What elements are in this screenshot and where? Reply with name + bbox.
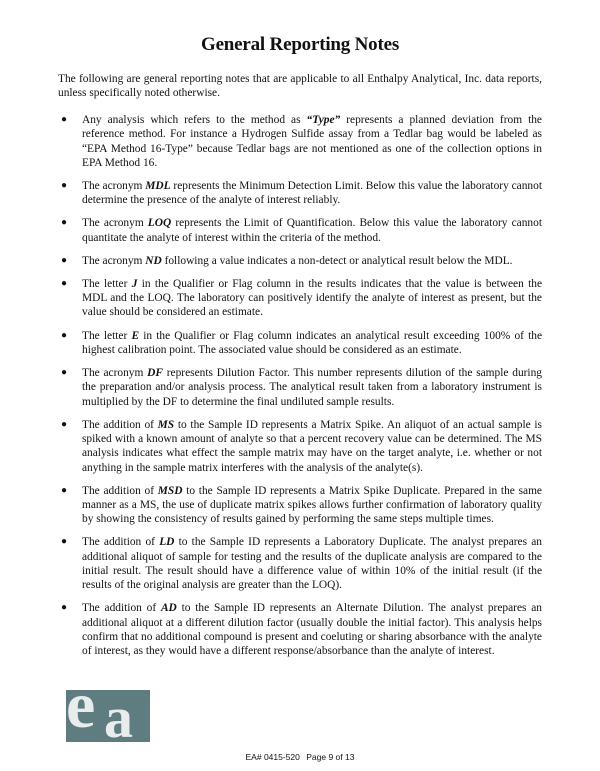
note-text: The acronym — [82, 179, 146, 192]
note-text: The acronym — [82, 366, 148, 379]
note-term: MDL — [145, 179, 171, 192]
notes-list — [58, 113, 542, 667]
note-text: The acronym — [82, 217, 148, 230]
note-term: AD — [160, 602, 177, 615]
bullet-icon: ● — [61, 179, 68, 191]
bullet-icon: ● — [61, 536, 68, 548]
bullet-icon: ● — [61, 277, 68, 289]
note-text: The addition of — [82, 418, 158, 431]
note-term: MS — [157, 418, 175, 431]
intro-paragraph: The following are general reporting notes that are applicable to all Enthalpy Analytical, Inc. data reports, unless specifically noted otherwise. — [58, 73, 542, 100]
note-term: E — [131, 329, 140, 342]
note-text: represents Dilution Factor. This number represents dilution of the sample during the preparation and/or analysis process. The analytical result taken from a laboratory instrument is multiplied by the DF to determine the final undiluted sample results. — [82, 366, 542, 408]
note-text: to the Sample ID represents a Matrix Spike Duplicate. Prepared in the same manner as a MS, the use of duplicate matrix spikes allows further confirmation of laboratory quality by showing the consistency of results gained by performing the same steps multiple times. — [82, 484, 542, 526]
note-text: to the Sample ID represents a Matrix Spike. An aliquot of an actual sample is spiked with a known amount of analyte so that a percent recovery value can be determined. The MS analysis indicates what effect the sample matrix may have on the target analyte, i.e. whether or not anything in the sample matrix interferes with the analysis of the analyte(s). — [82, 418, 542, 474]
bullet-icon: ● — [61, 114, 68, 125]
note-text: The addition of — [82, 602, 161, 615]
note-item — [58, 113, 542, 170]
note-text: The acronym — [82, 254, 146, 267]
note-term: MSD — [157, 484, 183, 497]
bullet-icon: ● — [61, 254, 68, 266]
logo-letter-a: a — [104, 690, 133, 742]
note-item — [58, 484, 542, 527]
note-text: Any analysis which refers to the method as — [82, 114, 307, 126]
note-text: The letter — [82, 277, 132, 290]
note-item — [58, 535, 542, 592]
note-text: represents the Limit of Quantification. Below this value the laboratory cannot quantitate the analyte of interest within the criteria of the method. — [82, 217, 542, 244]
note-term: LD — [159, 536, 175, 549]
bullet-icon: ● — [61, 217, 68, 229]
note-text: represents the Minimum Detection Limit. Below this value the laboratory cannot determine the presence of the analyte of interest reliably. — [82, 179, 542, 207]
page-number: Page 9 of 13 — [306, 752, 355, 762]
bullet-icon: ● — [61, 329, 68, 341]
note-item — [58, 277, 542, 320]
logo-letter-e: e — [66, 690, 96, 742]
note-item — [58, 329, 542, 358]
note-text: The letter — [82, 329, 132, 342]
note-text: in the Qualifier or Flag column indicates an analytical result exceeding 100% of the highest calibration point. The associated value should be considered as an estimate. — [82, 329, 543, 356]
page-footer — [0, 752, 600, 762]
company-logo — [66, 690, 150, 742]
bullet-icon: ● — [61, 602, 68, 614]
note-item — [58, 601, 542, 658]
note-term: “Type” — [306, 114, 341, 126]
note-item — [58, 366, 542, 409]
note-term: DF — [147, 366, 163, 379]
note-text: in the Qualifier or Flag column in the results indicates that the value is between the MDL and the LOQ. The laboratory can positively identify the analyte of interest as present, but the value should be considered an estimate. — [82, 277, 542, 319]
bullet-icon: ● — [61, 418, 68, 430]
bullet-icon: ● — [61, 484, 68, 496]
note-term: LOQ — [147, 217, 172, 230]
note-item — [58, 216, 542, 245]
note-text: to the Sample ID represents an Alternate Dilution. The analyst prepares an additional aliquot at a different dilution factor (usually double the initial factor). This analysis helps confirm that no additional compound is present and coeluting or sharing absorbance with the analyte of interest, as they would have a different response/absorbance than the analyte of interest. — [82, 602, 542, 658]
note-term: J — [131, 277, 138, 290]
note-text: following a value indicates a non-detect or analytical result below the MDL. — [161, 254, 513, 267]
note-item — [58, 418, 542, 475]
note-item — [58, 254, 542, 268]
bullet-icon: ● — [61, 366, 68, 378]
note-text: The addition of — [82, 536, 160, 549]
note-text: to the Sample ID represents a Laboratory Duplicate. The analyst prepares an additional aliquot of sample for testing and the results of the duplicate analysis are compared to the initial result. The result should have a difference value of within 10% of the initial result (if the results of the original analysis are greater than the LOQ). — [82, 536, 542, 592]
note-item — [58, 179, 542, 208]
note-term: ND — [145, 254, 162, 267]
report-id: EA# 0415-520 — [245, 752, 300, 762]
note-text: represents a planned deviation from the reference method. For instance a Hydrogen Sulfide assay from a Tedlar bag would be labeled as “EPA Method 16-Type” because Tedlar bags are not mentioned as one of the collection options in EPA Method 16. — [82, 114, 542, 169]
note-text: The addition of — [82, 484, 158, 497]
page-title: General Reporting Notes — [200, 34, 400, 55]
